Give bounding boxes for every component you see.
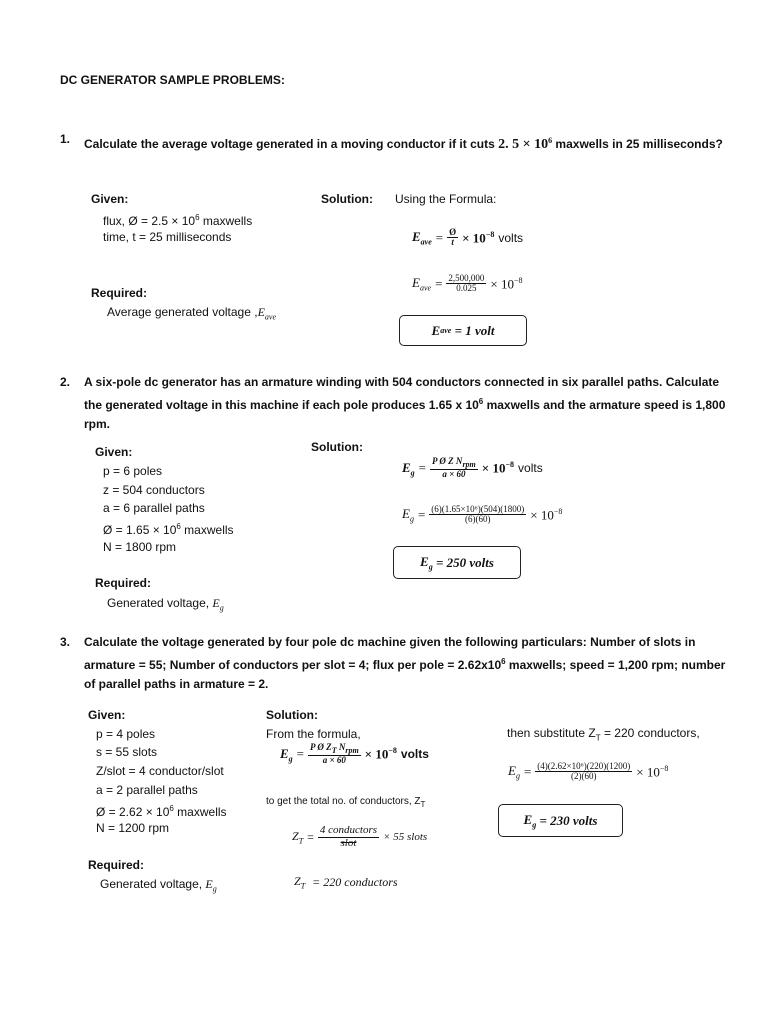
p3-equation-2: $E_g$ = $\frac{\text{(4)(2.62×10⁶)(220)(1200)}}{(2)(60)}$ × $10^{-8}$ [508,761,669,782]
page-title: DC GENERATOR SAMPLE PROBLEMS: [60,73,285,87]
problem-1-question: Calculate the average voltage generated in a moving conductor if it cuts 2. $5 \times 10^6$ maxwells in 25 milliseconds? [84,136,723,152]
problem-1-number: 1. [60,132,71,146]
p3-zt-equation: $Z_T$ = $\frac{\text{4 conductors}}{\text{slot}}$ × 55 slots [292,824,428,849]
p2-equation-1: $E_g$ = $\frac{P Ø Z N_{rpm}}{a \times 60}$ × $10^{-8}$ volts [402,456,543,480]
p2-given-flux: Ø = $1.65 \times 10^6$ maxwells [103,522,234,537]
p3-given-slots: s = 55 slots [96,745,158,759]
p2-answer-box: $E_g$ = 250 volts [393,546,521,579]
p1-required-label: Required: [91,286,148,300]
p2-solution-label: Solution: [311,440,363,454]
p3-given-zslot: Z/slot = 4 conductor/slot [96,764,224,778]
p3-given-poles: p = 4 poles [96,727,156,741]
p2-required-text: Generated voltage, $E_g$ [107,596,224,613]
p2-given-conductors: z = 504 conductors [103,483,205,497]
p3-given-paths: a = 2 parallel paths [96,783,198,797]
p3-equation-1: $E_g$ = $\frac{P Ø Z_T N_{rpm}}{a \times 60}$ × $10^{-8}$ volts [280,742,429,766]
p2-given-speed: N = 1800 rpm [103,540,177,554]
p3-required-text: Generated voltage, $E_g$ [100,877,217,894]
p1-equation-1: $E_{ave}$ = $\frac{Ø}{t}$ × $10^{-8}$ volts [412,227,524,248]
p1-given-flux: flux, Ø = $2.5 \times 10^6$ maxwells [103,213,253,228]
p3-given-label: Given: [88,708,126,722]
problem-2-question: A six-pole dc generator has an armature winding with 504 conductors connected in six parallel paths. Calculate the generated voltage in this machine if each pole produces 1.65 x $10^6$ maxwells and the armature speed is 1,800 rpm. [84,375,726,431]
p3-total-conductors-text: to get the total no. of conductors, $Z_T$ [266,796,426,809]
p3-given-speed: N = 1200 rpm [96,821,170,835]
p3-solution-label: Solution: [266,708,318,722]
p3-given-flux: Ø = $2.62 \times 10^6$ maxwells [96,804,227,819]
p2-given-paths: a = 6 parallel paths [103,501,205,515]
p3-then-substitute: then substitute $Z_T = 220$ conductors, [507,726,700,743]
p3-from-formula: From the formula, [266,727,361,741]
p1-equation-2: $E_{ave}$ = $\frac{2,500,000}{0.025}$ × $10^{-8}$ [412,273,523,294]
problem-3-number: 3. [60,635,71,649]
p3-required-label: Required: [88,858,145,872]
p2-required-label: Required: [95,576,152,590]
problem-3-question: Calculate the voltage generated by four pole dc machine given the following particulars: Number of slots in armature = 55; Number of conductors per slot = 4; flux per pole = $2.62x10^6$ maxwells; speed = 1,200 rpm; number of parallel paths in armature = 2. [84,635,726,691]
p2-given-label: Given: [95,445,133,459]
p1-required-text: Average generated voltage $,E_{ave}$ [107,305,277,322]
p1-given-time: time, t = 25 milliseconds [103,230,232,244]
p2-equation-2: $E_g$ = $\frac{\text{(6)(1.65×10⁶)(504)(1800)}}{(6)(60)}$ × $10^{-8}$ [402,504,563,525]
p1-solution-label: Solution: [321,192,373,206]
p3-zt-result: $Z_T$ = 220 conductors [294,874,398,891]
p1-given-label: Given: [91,192,129,206]
p1-answer-box: E ave = 1 volt [399,315,527,346]
p3-answer-box: $E_g$ = 230 volts [498,804,623,837]
p1-formula-label: Using the Formula: [395,192,497,206]
problem-2-number: 2. [60,375,71,389]
p2-given-poles: p = 6 poles [103,464,163,478]
